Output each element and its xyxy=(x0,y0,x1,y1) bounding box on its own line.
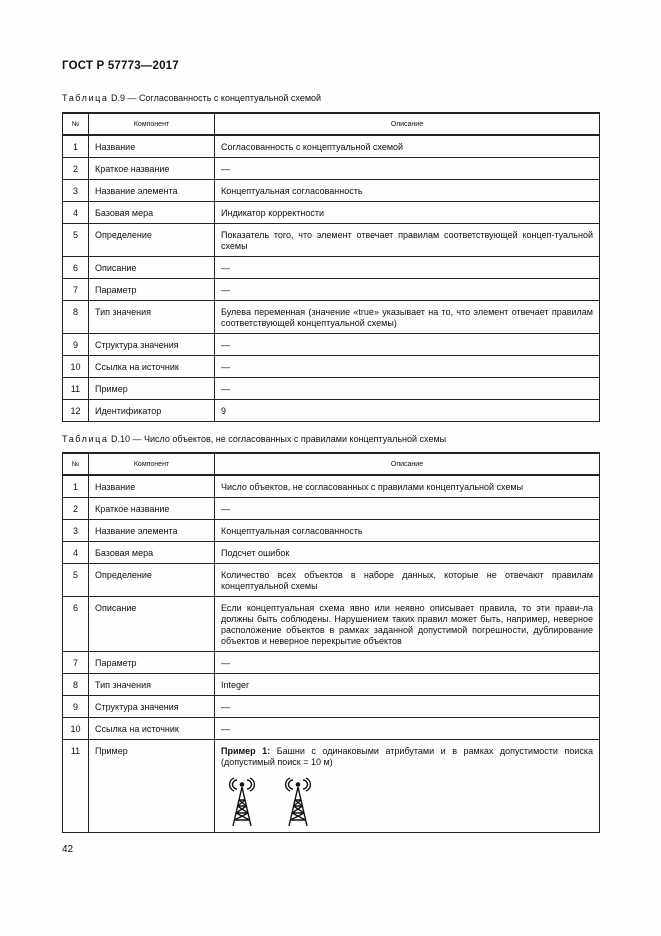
row-number: 10 xyxy=(63,356,89,378)
row-number: 8 xyxy=(63,301,89,334)
row-component: Пример xyxy=(89,740,215,833)
row-component: Ссылка на источник xyxy=(89,718,215,740)
row-component: Базовая мера xyxy=(89,542,215,564)
row-component: Название xyxy=(89,475,215,498)
table-row xyxy=(63,279,600,301)
row-component: Пример xyxy=(89,378,215,400)
row-component: Структура значения xyxy=(89,334,215,356)
row-description: — xyxy=(215,334,600,356)
row-number: 7 xyxy=(63,279,89,301)
row-description: Концептуальная согласованность xyxy=(215,180,600,202)
example-label: Пример 1: xyxy=(221,746,271,756)
row-component: Идентификатор xyxy=(89,400,215,422)
table-row xyxy=(63,564,600,597)
table-row xyxy=(63,224,600,257)
row-component: Ссылка на источник xyxy=(89,356,215,378)
document-code: ГОСТ Р 57773—2017 xyxy=(62,60,179,72)
table-row xyxy=(63,135,600,158)
row-description: — xyxy=(215,378,600,400)
column-header-num: № xyxy=(63,113,89,135)
table-row xyxy=(63,718,600,740)
column-header-description: Описание xyxy=(215,113,600,135)
table-row xyxy=(63,498,600,520)
row-description: Количество всех объектов в наборе данных, которые не отвечают правилам концептуальной схемы xyxy=(215,564,600,597)
row-component: Название элемента xyxy=(89,180,215,202)
table-header-row xyxy=(63,453,600,475)
row-number: 5 xyxy=(63,224,89,257)
column-header-num: № xyxy=(63,453,89,475)
table-d9-caption-prefix: Таблица xyxy=(62,93,109,103)
table-row xyxy=(63,400,600,422)
table-row xyxy=(63,257,600,279)
row-number: 6 xyxy=(63,257,89,279)
row-description: Показатель того, что элемент отвечает правилам соответствующей концеп-туальной схемы xyxy=(215,224,600,257)
row-description: — xyxy=(215,696,600,718)
row-number: 3 xyxy=(63,180,89,202)
table-d9-caption xyxy=(62,93,321,103)
row-number: 11 xyxy=(63,378,89,400)
table-d10-caption xyxy=(62,434,446,444)
table-d10-caption-title: D.10 — Число объектов, не согласованных с правилами концептуальной схемы xyxy=(108,434,447,444)
row-number: 9 xyxy=(63,334,89,356)
row-component: Тип значения xyxy=(89,674,215,696)
row-component: Название элемента xyxy=(89,520,215,542)
row-description xyxy=(215,740,600,833)
table-row xyxy=(63,696,600,718)
row-description: — xyxy=(215,652,600,674)
row-description: — xyxy=(215,257,600,279)
table-header-row xyxy=(63,113,600,135)
row-component: Базовая мера xyxy=(89,202,215,224)
row-component: Определение xyxy=(89,224,215,257)
row-number: 1 xyxy=(63,135,89,158)
row-number: 9 xyxy=(63,696,89,718)
table-row xyxy=(63,202,600,224)
table-row xyxy=(63,674,600,696)
row-description: 9 xyxy=(215,400,600,422)
tower-illustration xyxy=(221,776,593,828)
row-description: — xyxy=(215,718,600,740)
row-description: — xyxy=(215,279,600,301)
row-number: 5 xyxy=(63,564,89,597)
table-d10-caption-prefix: Таблица xyxy=(62,434,109,444)
row-component: Параметр xyxy=(89,652,215,674)
row-description: Согласованность с концептуальной схемой xyxy=(215,135,600,158)
row-number: 11 xyxy=(63,740,89,833)
column-header-component: Компонент xyxy=(89,113,215,135)
table-d9-caption-title: D.9 — Согласованность с концептуальной схемой xyxy=(108,93,322,103)
row-component: Параметр xyxy=(89,279,215,301)
row-number: 6 xyxy=(63,597,89,652)
row-component: Тип значения xyxy=(89,301,215,334)
row-number: 10 xyxy=(63,718,89,740)
table-row xyxy=(63,475,600,498)
table-row xyxy=(63,334,600,356)
row-component: Название xyxy=(89,135,215,158)
row-number: 4 xyxy=(63,202,89,224)
row-number: 2 xyxy=(63,498,89,520)
table-row xyxy=(63,520,600,542)
row-description: Концептуальная согласованность xyxy=(215,520,600,542)
row-description: — xyxy=(215,356,600,378)
table-row xyxy=(63,301,600,334)
row-description: — xyxy=(215,158,600,180)
row-description: Индикатор корректности xyxy=(215,202,600,224)
page-number: 42 xyxy=(62,844,74,855)
column-header-component: Компонент xyxy=(89,453,215,475)
example-text: Башни с одинаковыми атрибутами и в рамках допустимости поиска (допустимый поиск = 10 м) xyxy=(221,746,593,767)
table-row xyxy=(63,356,600,378)
radio-tower-icon xyxy=(286,778,311,826)
radio-tower-icon xyxy=(230,778,255,826)
row-number: 4 xyxy=(63,542,89,564)
row-component: Краткое название xyxy=(89,498,215,520)
row-description: Если концептуальная схема явно или неявно описывает правила, то эти прави-ла должны быть соблюдены. Нарушением таких правил может быть, например, неверное расположение объектов в рамках заданной допустимой погрешности, дублирование объектов и неверное перекрытие объектов xyxy=(215,597,600,652)
row-component: Описание xyxy=(89,257,215,279)
row-number: 2 xyxy=(63,158,89,180)
table-row xyxy=(63,652,600,674)
table-row xyxy=(63,158,600,180)
row-number: 1 xyxy=(63,475,89,498)
row-description: Число объектов, не согласованных с правилами концептуальной схемы xyxy=(215,475,600,498)
table-row xyxy=(63,378,600,400)
row-description: Integer xyxy=(215,674,600,696)
row-description: Булева переменная (значение «true» указывает на то, что элемент отвечает правилам соответствующей концептуальной схемы) xyxy=(215,301,600,334)
table-row xyxy=(63,542,600,564)
row-component: Определение xyxy=(89,564,215,597)
row-number: 3 xyxy=(63,520,89,542)
row-description: Подсчет ошибок xyxy=(215,542,600,564)
table-d10 xyxy=(62,452,600,833)
row-component: Краткое название xyxy=(89,158,215,180)
row-description: — xyxy=(215,498,600,520)
table-row xyxy=(63,180,600,202)
table-row-example xyxy=(63,740,600,833)
table-row xyxy=(63,597,600,652)
row-number: 12 xyxy=(63,400,89,422)
row-component: Описание xyxy=(89,597,215,652)
row-number: 8 xyxy=(63,674,89,696)
row-component: Структура значения xyxy=(89,696,215,718)
column-header-description: Описание xyxy=(215,453,600,475)
row-number: 7 xyxy=(63,652,89,674)
table-d9 xyxy=(62,112,600,422)
